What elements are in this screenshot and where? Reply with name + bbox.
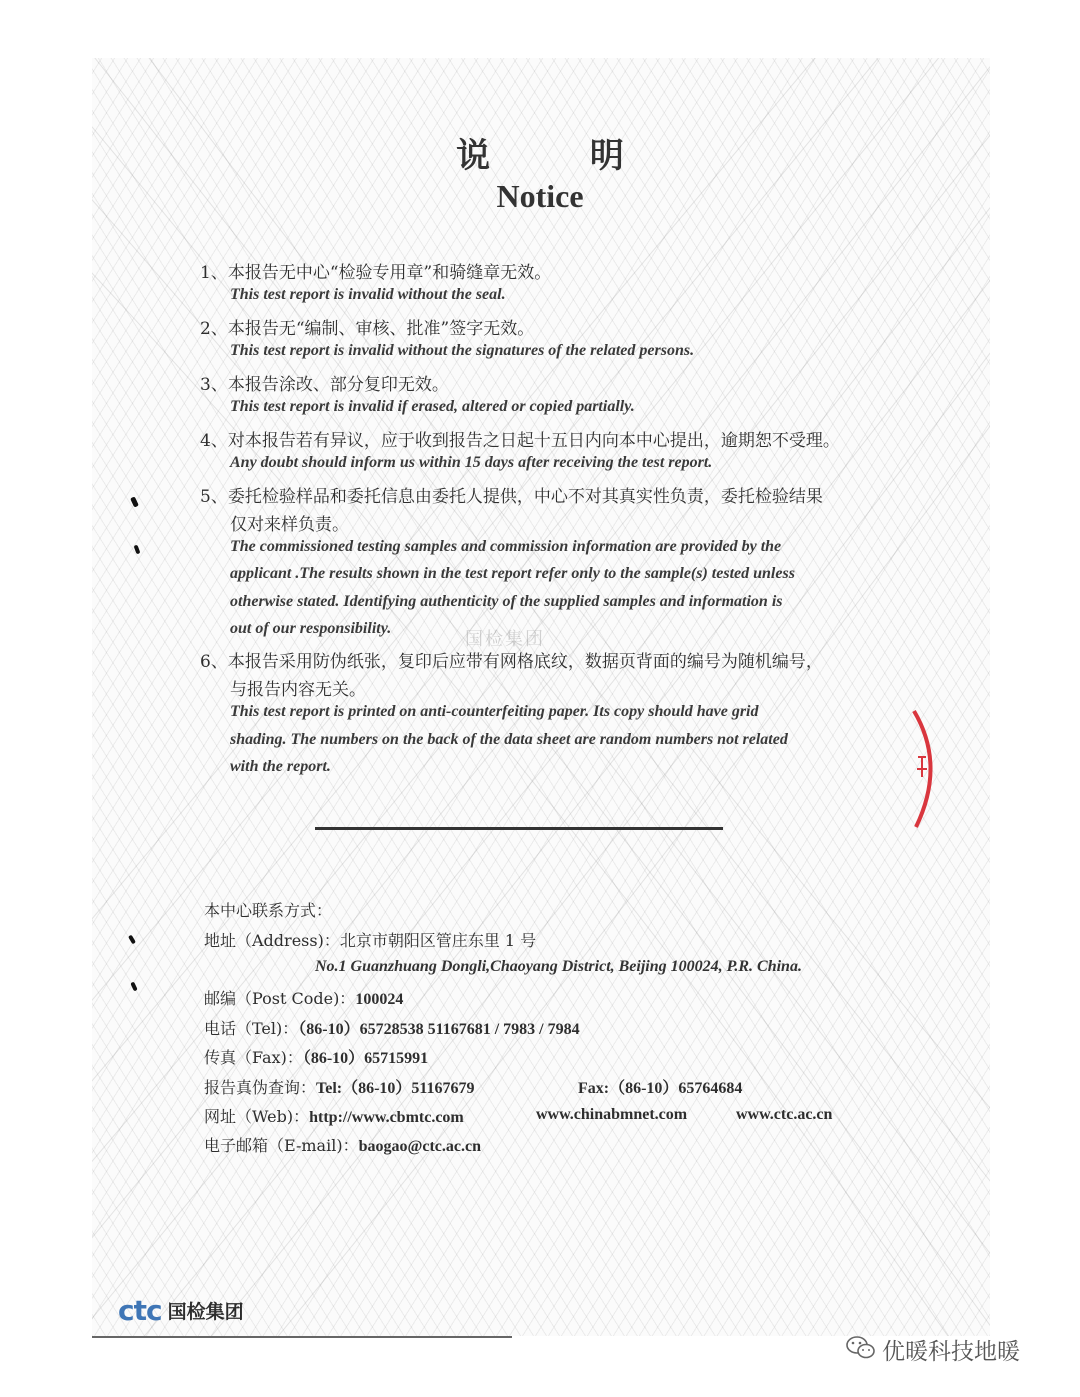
fax-row: [204, 1045, 428, 1068]
divider-line: [315, 827, 723, 830]
verify-label: 报告真伪查询：: [204, 1078, 317, 1097]
fax-label: 传真（Fax)：: [204, 1048, 303, 1067]
notice-6-en-line2: shading. The numbers on the back of the data sheet are random numbers not related: [230, 731, 788, 748]
web-link-1[interactable]: http://www.cbmtc.com: [309, 1109, 464, 1126]
tel-row: [204, 1016, 580, 1039]
postcode-row: [204, 986, 403, 1009]
paper-watermark: 国检集团: [465, 629, 545, 650]
notice-4-en: Any doubt should inform us within 15 days after receiving the test report.: [230, 454, 713, 471]
ctc-logo: [118, 1294, 244, 1327]
address-en: No.1 Guanzhuang Dongli,Chaoyang District, Beijing 100024, P.R. China.: [315, 958, 802, 975]
tel-label: 电话（Tel)：: [204, 1019, 299, 1038]
verify-row: [204, 1075, 475, 1098]
notice-2-cn: 2、本报告无“编制、审核、批准”签字无效。: [200, 319, 535, 339]
notice-6-en-line3: with the report.: [230, 758, 331, 775]
postcode-label: 邮编（Post Code)：: [204, 989, 356, 1008]
logo-mark: ctc: [118, 1294, 162, 1327]
address-cn: 北京市朝阳区管庄东里 1 号: [339, 931, 537, 950]
notice-5-en-line4: out of our responsibility.: [230, 620, 392, 637]
email-row: [204, 1133, 481, 1156]
verify-fax: Fax:（86-10）65764684: [578, 1080, 743, 1097]
notice-5-en-line1: The commissioned testing samples and commission information are provided by the: [230, 538, 782, 555]
notice-2-en: This test report is invalid without the signatures of the related persons.: [230, 342, 695, 359]
paper-bottom-edge: [92, 1336, 512, 1338]
email-label: 电子邮箱（E-mail)：: [204, 1136, 359, 1155]
watermark-text: 优暖科技地暖: [882, 1339, 1020, 1365]
postcode-value: 100024: [355, 991, 404, 1008]
web-link-3[interactable]: www.ctc.ac.cn: [736, 1106, 833, 1123]
address-row: [204, 928, 536, 951]
notice-3-cn: 3、本报告涂改、部分复印无效。: [200, 375, 449, 395]
web-row: [204, 1104, 464, 1127]
notice-5-en-line2: applicant .The results shown in the test report refer only to the sample(s) tested unless: [230, 565, 795, 582]
notice-5-cn-line1: 5、委托检验样品和委托信息由委托人提供，中心不对其真实性负责，委托检验结果: [200, 487, 823, 507]
fax-value: （86-10）65715991: [302, 1050, 429, 1067]
web-cell-3: [736, 1104, 832, 1124]
notice-1-en: This test report is invalid without the seal.: [230, 286, 506, 303]
contact-heading: 本中心联系方式：: [204, 901, 333, 920]
notice-6-en-line1: This test report is printed on anti-counterfeiting paper. Its copy should have grid: [230, 703, 759, 720]
notice-6-cn-line2: 与报告内容无关。: [230, 680, 366, 700]
notice-5-cn-line2: 仅对来样负责。: [230, 515, 349, 535]
email-link[interactable]: baogao@ctc.ac.cn: [358, 1138, 481, 1155]
verify-fax-cell: [578, 1075, 742, 1098]
notice-3-en: This test report is invalid if erased, altered or copied partially.: [230, 398, 635, 415]
address-label: 地址（Address)：: [204, 931, 340, 950]
notice-5-en-line3: otherwise stated. Identifying authenticity of the supplied samples and information is: [230, 593, 783, 610]
seal-fragment: [900, 705, 950, 835]
wechat-icon: [845, 1334, 877, 1362]
page-title-cn: 说 明: [456, 136, 668, 176]
web-cell-2: [536, 1104, 687, 1124]
web-link-2[interactable]: www.chinabmnet.com: [536, 1106, 688, 1123]
web-label: 网址（Web)：: [204, 1107, 310, 1126]
page-title-en: Notice: [496, 178, 584, 214]
notice-4-cn: 4、对本报告若有异议，应于收到报告之日起十五日内向本中心提出，逾期恕不受理。: [200, 431, 840, 451]
tel-value: （86-10）65728538 51167681 / 7983 / 7984: [298, 1021, 580, 1038]
verify-tel: Tel:（86-10）51167679: [316, 1080, 475, 1097]
notice-1-cn: 1、本报告无中心“检验专用章”和骑缝章无效。: [200, 263, 552, 283]
logo-text: 国检集团: [167, 1301, 244, 1323]
notice-6-cn-line1: 6、本报告采用防伪纸张，复印后应带有网格底纹，数据页背面的编号为随机编号，: [200, 652, 823, 672]
